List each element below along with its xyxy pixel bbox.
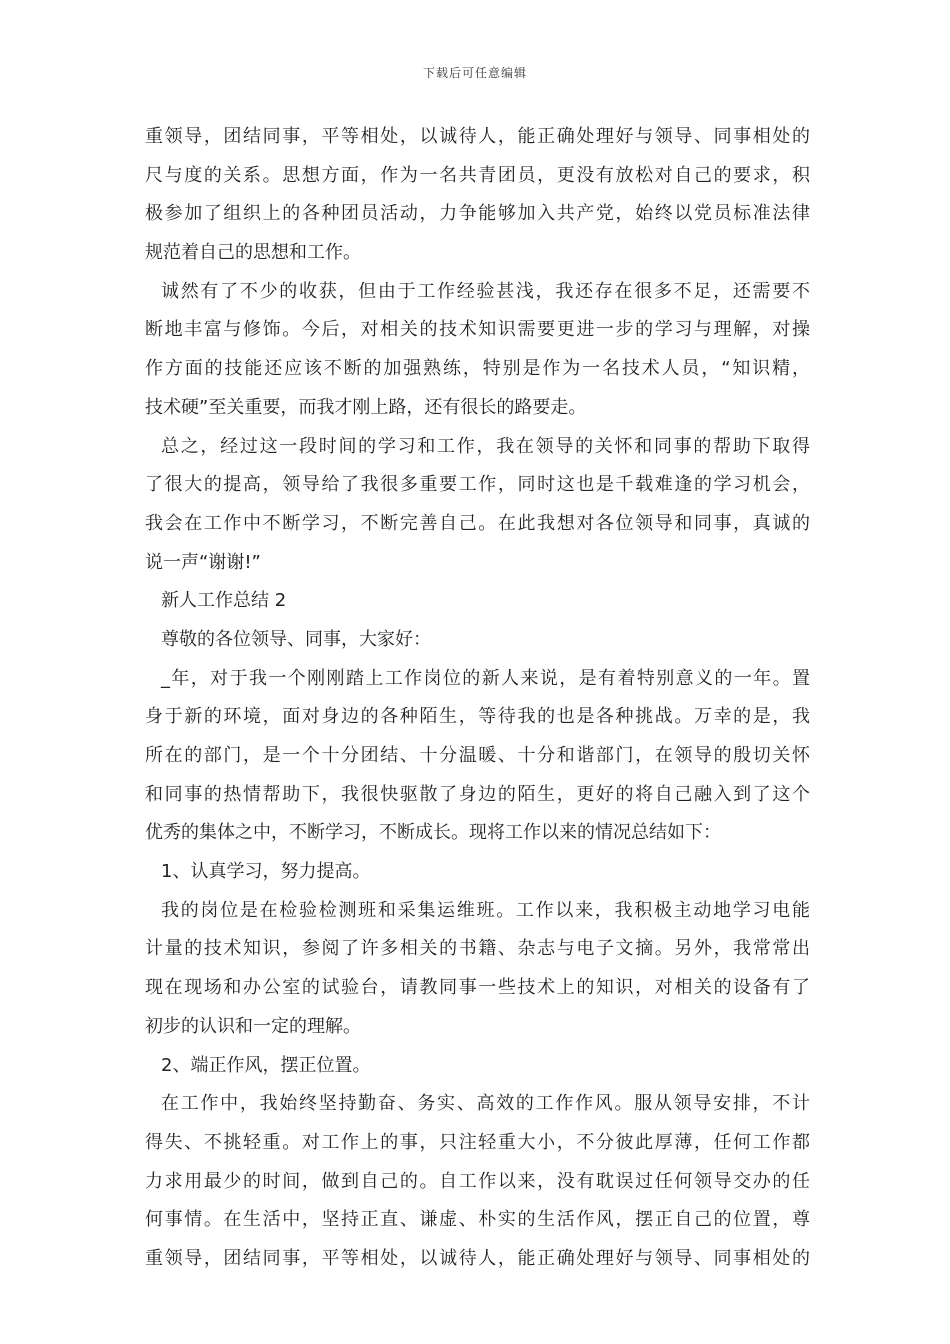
text-line: 极参加了组织上的各种团员活动，力争能够加入共产党，始终以党员标准法律: [145, 203, 810, 225]
text-line: 尊敬的各位领导、同事，大家好：: [161, 628, 431, 650]
text-line: 规范着自己的思想和工作。: [145, 242, 361, 264]
text-line: 技术硬”至关重要，而我才刚上路，还有很长的路要走。: [145, 396, 587, 418]
text-line: 计量的技术知识，参阅了许多相关的书籍、杂志与电子文摘。另外，我常常出: [145, 938, 810, 960]
text-line: 断地丰富与修饰。今后，对相关的技术知识需要更进一步的学习与理解，对操: [145, 319, 810, 341]
text-line: 在工作中，我始终坚持勤奋、务实、高效的工作作风。服从领导安排，不计: [161, 1093, 810, 1115]
page-header: 下载后可任意编辑: [422, 66, 527, 80]
text-line: 优秀的集体之中，不断学习，不断成长。现将工作以来的情况总结如下：: [145, 822, 721, 844]
document-body: [145, 118, 810, 1279]
text-line: 我的岗位是在检验检测班和采集运维班。工作以来，我积极主动地学习电能: [161, 899, 810, 921]
text-line: 身于新的环境，面对身边的各种陌生，等待我的也是各种挑战。万幸的是，我: [145, 706, 810, 728]
text-line: 所在的部门，是一个十分团结、十分温暖、十分和谐部门，在领导的殷切关怀: [145, 745, 810, 766]
text-line: 现在现场和办公室的试验台，请教同事一些技术上的知识，对相关的设备有了: [145, 977, 810, 999]
text-line: 新人工作总结 2: [161, 590, 287, 612]
text-line: 得失、不挑轻重。对工作上的事，只注轻重大小，不分彼此厚薄，任何工作都: [145, 1131, 810, 1153]
text-line: 初步的认识和一定的理解。: [145, 1015, 361, 1037]
text-line: 和同事的热情帮助下，我很快驱散了身边的陌生，更好的将自己融入到了这个: [145, 783, 810, 805]
text-line: 尺与度的关系。思想方面，作为一名共青团员，更没有放松对自己的要求，积: [145, 164, 810, 186]
text-line: 1、认真学习，努力提高。: [161, 861, 371, 883]
text-line: 了很大的提高，领导给了我很多重要工作，同时这也是千载难逢的学习机会，: [145, 474, 810, 496]
text-line: 重领导，团结同事，平等相处，以诚待人，能正确处理好与领导、同事相处的: [145, 1247, 810, 1269]
text-line: 何事情。在生活中，坚持正直、谦虚、朴实的生活作风，摆正自己的位置，尊: [145, 1209, 810, 1231]
text-line: 2、端正作风，摆正位置。: [161, 1054, 371, 1076]
text-line: 总之，经过这一段时间的学习和工作，我在领导的关怀和同事的帮助下取得: [161, 435, 810, 457]
text-line: 说一声“谢谢!”: [145, 551, 261, 573]
text-line: 力求用最少的时间，做到自己的。自工作以来，没有耽误过任何领导交办的任: [145, 1170, 810, 1192]
text-line: 诚然有了不少的收获，但由于工作经验甚浅，我还存在很多不足，还需要不: [161, 280, 810, 302]
text-line: 重领导，团结同事，平等相处，以诚待人，能正确处理好与领导、同事相处的: [145, 126, 810, 147]
text-line: 作方面的技能还应该不断的加强熟练，特别是作为一名技术人员，“知识精，: [145, 358, 810, 380]
text-line: _年，对于我一个刚刚踏上工作岗位的新人来说，是有着特别意义的一年。置: [161, 667, 810, 689]
text-line: 我会在工作中不断学习，不断完善自己。在此我想对各位领导和同事，真诚的: [145, 512, 810, 534]
